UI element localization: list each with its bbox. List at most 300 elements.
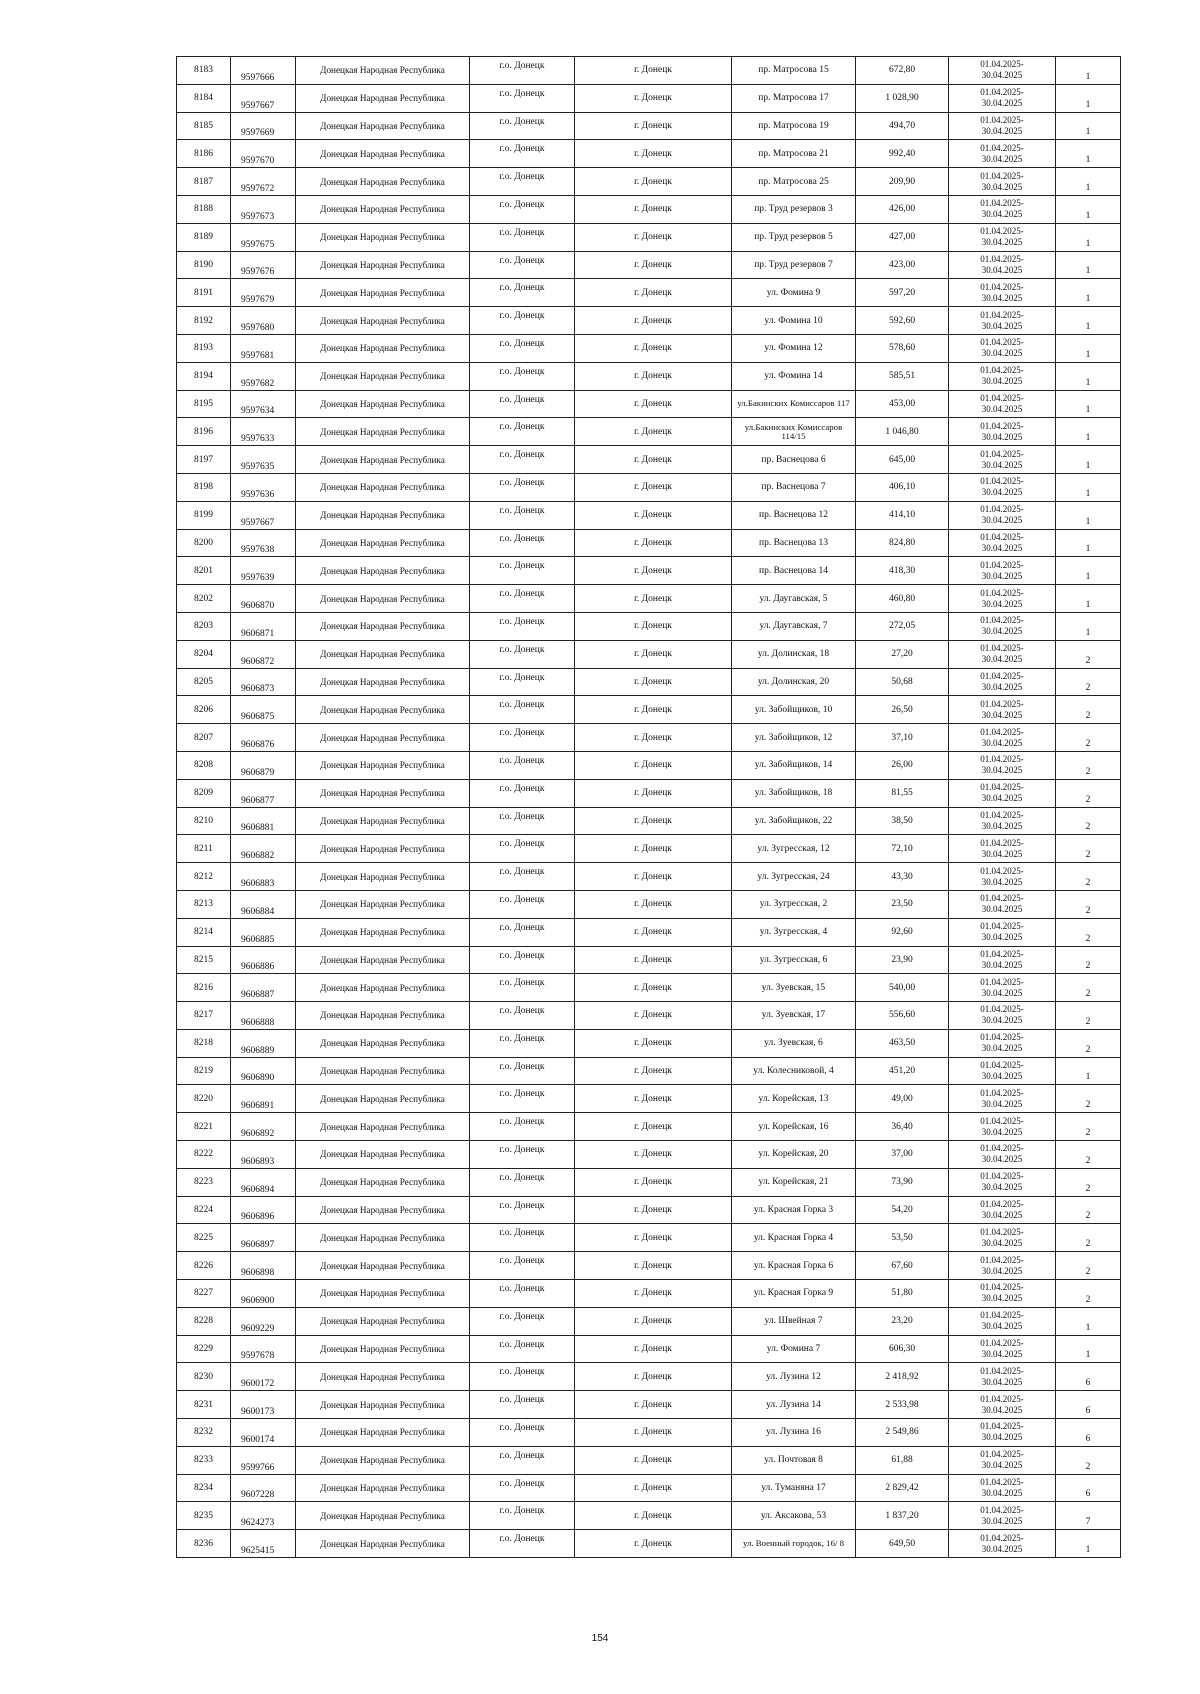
cell-period — [949, 1085, 1056, 1113]
period-end: 30.04.2025 — [981, 542, 1023, 553]
table-row — [177, 1002, 1121, 1030]
cell-object-code: 9606890 — [231, 1057, 296, 1085]
cell-region: Донецкая Народная Республика — [296, 251, 470, 279]
cell-city: г. Донецк — [575, 1168, 732, 1196]
cell-object-code: 9597672 — [231, 168, 296, 196]
cell-region: Донецкая Народная Республика — [296, 390, 470, 418]
cell-area-value: 649,50 — [856, 1530, 949, 1558]
cell-municipal-district: г.о. Донецк — [470, 1252, 575, 1280]
period-end: 30.04.2025 — [981, 125, 1023, 136]
period-end: 30.04.2025 — [981, 1543, 1023, 1554]
period-start: 01.04.2025- — [980, 1004, 1024, 1015]
cell-row-number: 8209 — [177, 779, 231, 807]
period-start: 01.04.2025- — [980, 1338, 1024, 1349]
cell-object-code: 9600172 — [231, 1363, 296, 1391]
cell-area-value: 645,00 — [856, 446, 949, 474]
cell-period — [949, 1391, 1056, 1419]
cell-region: Донецкая Народная Республика — [296, 112, 470, 140]
cell-municipal-district: г.о. Донецк — [470, 168, 575, 196]
cell-area-value: 272,05 — [856, 612, 949, 640]
cell-row-number: 8232 — [177, 1419, 231, 1447]
cell-object-code: 9597639 — [231, 557, 296, 585]
cell-count: 1 — [1056, 279, 1121, 307]
cell-municipal-district: г.о. Донецк — [470, 112, 575, 140]
cell-address: ул.Бакинских Комиссаров 114/15 — [732, 418, 856, 446]
cell-address: ул. Долинская, 20 — [732, 668, 856, 696]
cell-region: Донецкая Народная Республика — [296, 307, 470, 335]
cell-object-code: 9597636 — [231, 473, 296, 501]
cell-row-number: 8190 — [177, 251, 231, 279]
cell-city: г. Донецк — [575, 1530, 732, 1558]
cell-row-number: 8212 — [177, 863, 231, 891]
cell-region: Донецкая Народная Республика — [296, 640, 470, 668]
cell-row-number: 8191 — [177, 279, 231, 307]
cell-period — [949, 473, 1056, 501]
cell-row-number: 8225 — [177, 1224, 231, 1252]
table-row — [177, 1252, 1121, 1280]
cell-address: пр. Васнецова 13 — [732, 529, 856, 557]
period-end: 30.04.2025 — [981, 1376, 1023, 1387]
cell-city: г. Донецк — [575, 57, 732, 85]
cell-area-value: 592,60 — [856, 307, 949, 335]
period-start: 01.04.2025- — [980, 1504, 1024, 1515]
cell-count: 2 — [1056, 1252, 1121, 1280]
page-number: 154 — [591, 1633, 609, 1644]
cell-city: г. Донецк — [575, 334, 732, 362]
cell-region: Донецкая Народная Республика — [296, 1141, 470, 1169]
cell-area-value: 585,51 — [856, 362, 949, 390]
period-end: 30.04.2025 — [981, 598, 1023, 609]
cell-object-code: 9597682 — [231, 362, 296, 390]
period-end: 30.04.2025 — [981, 376, 1023, 387]
cell-municipal-district: г.о. Донецк — [470, 1419, 575, 1447]
cell-municipal-district: г.о. Донецк — [470, 140, 575, 168]
cell-period — [949, 1446, 1056, 1474]
cell-object-code: 9597633 — [231, 418, 296, 446]
cell-row-number: 8205 — [177, 668, 231, 696]
cell-area-value: 73,90 — [856, 1168, 949, 1196]
table-row — [177, 1085, 1121, 1113]
cell-municipal-district: г.о. Донецк — [470, 1502, 575, 1530]
cell-period — [949, 1530, 1056, 1558]
cell-address: ул. Красная Горка 6 — [732, 1252, 856, 1280]
cell-region: Донецкая Народная Республика — [296, 418, 470, 446]
period-end: 30.04.2025 — [981, 765, 1023, 776]
period-end: 30.04.2025 — [981, 1349, 1023, 1360]
cell-municipal-district: г.о. Донецк — [470, 57, 575, 85]
cell-row-number: 8197 — [177, 446, 231, 474]
cell-municipal-district: г.о. Донецк — [470, 1085, 575, 1113]
cell-period — [949, 334, 1056, 362]
cell-area-value: 494,70 — [856, 112, 949, 140]
cell-area-value: 53,50 — [856, 1224, 949, 1252]
cell-row-number: 8230 — [177, 1363, 231, 1391]
cell-object-code: 9606884 — [231, 890, 296, 918]
cell-city: г. Донецк — [575, 863, 732, 891]
cell-row-number: 8218 — [177, 1029, 231, 1057]
cell-municipal-district: г.о. Донецк — [470, 390, 575, 418]
period-end: 30.04.2025 — [981, 848, 1023, 859]
cell-city: г. Донецк — [575, 223, 732, 251]
table-row — [177, 1280, 1121, 1308]
period-start: 01.04.2025- — [980, 587, 1024, 598]
table-row — [177, 1419, 1121, 1447]
cell-region: Донецкая Народная Республика — [296, 946, 470, 974]
cell-period — [949, 779, 1056, 807]
cell-area-value: 72,10 — [856, 835, 949, 863]
cell-address: ул. Фомина 14 — [732, 362, 856, 390]
cell-count: 2 — [1056, 890, 1121, 918]
period-start: 01.04.2025- — [980, 1282, 1024, 1293]
cell-object-code: 9597670 — [231, 140, 296, 168]
cell-period — [949, 612, 1056, 640]
period-start: 01.04.2025- — [980, 1115, 1024, 1126]
cell-count: 2 — [1056, 668, 1121, 696]
cell-address: ул. Лузина 16 — [732, 1419, 856, 1447]
cell-period — [949, 807, 1056, 835]
cell-row-number: 8211 — [177, 835, 231, 863]
cell-municipal-district: г.о. Донецк — [470, 1446, 575, 1474]
cell-municipal-district: г.о. Донецк — [470, 1363, 575, 1391]
cell-count: 1 — [1056, 195, 1121, 223]
period-end: 30.04.2025 — [981, 209, 1023, 220]
cell-municipal-district: г.о. Донецк — [470, 223, 575, 251]
cell-area-value: 453,00 — [856, 390, 949, 418]
cell-address: ул. Красная Горка 3 — [732, 1196, 856, 1224]
period-end: 30.04.2025 — [981, 1404, 1023, 1415]
table-row — [177, 557, 1121, 585]
cell-municipal-district: г.о. Донецк — [470, 501, 575, 529]
cell-city: г. Донецк — [575, 1391, 732, 1419]
cell-municipal-district: г.о. Донецк — [470, 279, 575, 307]
cell-area-value: 418,30 — [856, 557, 949, 585]
cell-address: ул. Долинская, 18 — [732, 640, 856, 668]
cell-municipal-district: г.о. Донецк — [470, 1141, 575, 1169]
cell-object-code: 9606896 — [231, 1196, 296, 1224]
cell-region: Донецкая Народная Республика — [296, 1474, 470, 1502]
cell-period — [949, 501, 1056, 529]
cell-row-number: 8203 — [177, 612, 231, 640]
cell-count: 2 — [1056, 863, 1121, 891]
cell-object-code: 9606893 — [231, 1141, 296, 1169]
cell-region: Донецкая Народная Республика — [296, 890, 470, 918]
cell-city: г. Донецк — [575, 1335, 732, 1363]
cell-area-value: 27,20 — [856, 640, 949, 668]
period-end: 30.04.2025 — [981, 1237, 1023, 1248]
cell-count: 2 — [1056, 1280, 1121, 1308]
cell-area-value: 1 837,20 — [856, 1502, 949, 1530]
period-start: 01.04.2025- — [980, 1477, 1024, 1488]
cell-count: 1 — [1056, 612, 1121, 640]
period-start: 01.04.2025- — [980, 1254, 1024, 1265]
cell-object-code: 9597676 — [231, 251, 296, 279]
cell-count: 1 — [1056, 57, 1121, 85]
cell-city: г. Донецк — [575, 473, 732, 501]
cell-address: пр. Васнецова 6 — [732, 446, 856, 474]
table-row — [177, 1363, 1121, 1391]
cell-region: Донецкая Народная Республика — [296, 557, 470, 585]
cell-municipal-district: г.о. Донецк — [470, 918, 575, 946]
cell-region: Донецкая Народная Республика — [296, 585, 470, 613]
cell-address: ул. Зугресская, 24 — [732, 863, 856, 891]
cell-area-value: 606,30 — [856, 1335, 949, 1363]
period-end: 30.04.2025 — [981, 1515, 1023, 1526]
cell-row-number: 8185 — [177, 112, 231, 140]
period-end: 30.04.2025 — [981, 1154, 1023, 1165]
cell-address: ул. Зугресская, 2 — [732, 890, 856, 918]
period-start: 01.04.2025- — [980, 59, 1024, 70]
table-row — [177, 1446, 1121, 1474]
cell-address: ул. Фомина 7 — [732, 1335, 856, 1363]
cell-city: г. Донецк — [575, 696, 732, 724]
cell-count: 2 — [1056, 1002, 1121, 1030]
cell-count: 1 — [1056, 473, 1121, 501]
cell-count: 1 — [1056, 418, 1121, 446]
cell-object-code: 9606888 — [231, 1002, 296, 1030]
cell-period — [949, 1141, 1056, 1169]
cell-period — [949, 668, 1056, 696]
cell-region: Донецкая Народная Республика — [296, 223, 470, 251]
period-start: 01.04.2025- — [980, 1032, 1024, 1043]
cell-period — [949, 1252, 1056, 1280]
period-end: 30.04.2025 — [981, 1432, 1023, 1443]
cell-period — [949, 835, 1056, 863]
cell-city: г. Донецк — [575, 446, 732, 474]
cell-count: 1 — [1056, 362, 1121, 390]
cell-count: 2 — [1056, 1029, 1121, 1057]
cell-region: Донецкая Народная Республика — [296, 1446, 470, 1474]
period-start: 01.04.2025- — [980, 1310, 1024, 1321]
cell-region: Донецкая Народная Республика — [296, 1168, 470, 1196]
cell-object-code: 9606889 — [231, 1029, 296, 1057]
cell-address: ул. Корейская, 20 — [732, 1141, 856, 1169]
period-end: 30.04.2025 — [981, 654, 1023, 665]
cell-municipal-district: г.о. Донецк — [470, 529, 575, 557]
period-end: 30.04.2025 — [981, 626, 1023, 637]
cell-city: г. Донецк — [575, 84, 732, 112]
cell-object-code: 9606881 — [231, 807, 296, 835]
cell-address: ул. Зугресская, 6 — [732, 946, 856, 974]
cell-row-number: 8199 — [177, 501, 231, 529]
cell-city: г. Донецк — [575, 1029, 732, 1057]
cell-city: г. Донецк — [575, 1085, 732, 1113]
cell-object-code: 9606898 — [231, 1252, 296, 1280]
period-end: 30.04.2025 — [981, 264, 1023, 275]
cell-city: г. Донецк — [575, 1502, 732, 1530]
cell-region: Донецкая Народная Республика — [296, 1252, 470, 1280]
period-end: 30.04.2025 — [981, 987, 1023, 998]
cell-city: г. Донецк — [575, 362, 732, 390]
cell-count: 2 — [1056, 640, 1121, 668]
cell-period — [949, 974, 1056, 1002]
period-end: 30.04.2025 — [981, 737, 1023, 748]
cell-period — [949, 418, 1056, 446]
cell-municipal-district: г.о. Донецк — [470, 890, 575, 918]
cell-address: ул. Зугресская, 4 — [732, 918, 856, 946]
cell-address: пр. Васнецова 7 — [732, 473, 856, 501]
cell-municipal-district: г.о. Донецк — [470, 1530, 575, 1558]
table-row — [177, 696, 1121, 724]
cell-area-value: 54,20 — [856, 1196, 949, 1224]
cell-municipal-district: г.о. Донецк — [470, 668, 575, 696]
table-row — [177, 807, 1121, 835]
period-start: 01.04.2025- — [980, 309, 1024, 320]
cell-municipal-district: г.о. Донецк — [470, 585, 575, 613]
cell-address: ул. Фомина 10 — [732, 307, 856, 335]
period-end: 30.04.2025 — [981, 292, 1023, 303]
cell-region: Донецкая Народная Республика — [296, 974, 470, 1002]
cell-address: ул. Фомина 9 — [732, 279, 856, 307]
cell-city: г. Донецк — [575, 195, 732, 223]
cell-address: ул. Лузина 12 — [732, 1363, 856, 1391]
cell-area-value: 67,60 — [856, 1252, 949, 1280]
table-row — [177, 529, 1121, 557]
cell-region: Донецкая Народная Республика — [296, 1057, 470, 1085]
table-row — [177, 501, 1121, 529]
cell-object-code: 9597667 — [231, 84, 296, 112]
period-start: 01.04.2025- — [980, 1060, 1024, 1071]
cell-object-code: 9606892 — [231, 1113, 296, 1141]
cell-area-value: 23,90 — [856, 946, 949, 974]
cell-row-number: 8226 — [177, 1252, 231, 1280]
cell-area-value: 49,00 — [856, 1085, 949, 1113]
cell-region: Донецкая Народная Республика — [296, 779, 470, 807]
cell-address: пр. Матросова 19 — [732, 112, 856, 140]
cell-city: г. Донецк — [575, 779, 732, 807]
cell-row-number: 8195 — [177, 390, 231, 418]
period-start: 01.04.2025- — [980, 226, 1024, 237]
cell-area-value: 37,00 — [856, 1141, 949, 1169]
cell-municipal-district: г.о. Донецк — [470, 1307, 575, 1335]
cell-address: ул. Даугавская, 7 — [732, 612, 856, 640]
period-start: 01.04.2025- — [980, 948, 1024, 959]
cell-region: Донецкая Народная Республика — [296, 1363, 470, 1391]
cell-row-number: 8210 — [177, 807, 231, 835]
table-row — [177, 112, 1121, 140]
period-end: 30.04.2025 — [981, 1182, 1023, 1193]
cell-count: 1 — [1056, 529, 1121, 557]
cell-period — [949, 1335, 1056, 1363]
cell-object-code: 9606885 — [231, 918, 296, 946]
cell-municipal-district: г.о. Донецк — [470, 751, 575, 779]
cell-period — [949, 1474, 1056, 1502]
cell-city: г. Донецк — [575, 668, 732, 696]
cell-period — [949, 751, 1056, 779]
period-start: 01.04.2025- — [980, 531, 1024, 542]
period-end: 30.04.2025 — [981, 487, 1023, 498]
cell-object-code: 9606887 — [231, 974, 296, 1002]
cell-object-code: 9606882 — [231, 835, 296, 863]
cell-row-number: 8236 — [177, 1530, 231, 1558]
cell-region: Донецкая Народная Республика — [296, 1391, 470, 1419]
cell-region: Донецкая Народная Республика — [296, 807, 470, 835]
cell-city: г. Донецк — [575, 612, 732, 640]
cell-address: пр. Васнецова 14 — [732, 557, 856, 585]
period-end: 30.04.2025 — [981, 70, 1023, 81]
cell-area-value: 406,10 — [856, 473, 949, 501]
table-row — [177, 1113, 1121, 1141]
cell-municipal-district: г.о. Донецк — [470, 334, 575, 362]
cell-area-value: 824,80 — [856, 529, 949, 557]
cell-area-value: 992,40 — [856, 140, 949, 168]
cell-area-value: 26,50 — [856, 696, 949, 724]
cell-row-number: 8198 — [177, 473, 231, 501]
cell-address: пр. Матросова 25 — [732, 168, 856, 196]
cell-area-value: 2 533,98 — [856, 1391, 949, 1419]
table-row — [177, 362, 1121, 390]
period-start: 01.04.2025- — [980, 1226, 1024, 1237]
cell-area-value: 36,40 — [856, 1113, 949, 1141]
cell-row-number: 8223 — [177, 1168, 231, 1196]
period-start: 01.04.2025- — [980, 253, 1024, 264]
cell-row-number: 8183 — [177, 57, 231, 85]
cell-address: ул. Почтовая 8 — [732, 1446, 856, 1474]
cell-row-number: 8220 — [177, 1085, 231, 1113]
cell-row-number: 8234 — [177, 1474, 231, 1502]
cell-row-number: 8202 — [177, 585, 231, 613]
cell-municipal-district: г.о. Донецк — [470, 835, 575, 863]
cell-area-value: 1 028,90 — [856, 84, 949, 112]
cell-row-number: 8227 — [177, 1280, 231, 1308]
table-row — [177, 640, 1121, 668]
period-start: 01.04.2025- — [980, 170, 1024, 181]
cell-municipal-district: г.о. Донецк — [470, 557, 575, 585]
cell-object-code: 9600174 — [231, 1419, 296, 1447]
cell-count: 2 — [1056, 1085, 1121, 1113]
cell-object-code: 9606886 — [231, 946, 296, 974]
period-end: 30.04.2025 — [981, 1321, 1023, 1332]
cell-region: Донецкая Народная Республика — [296, 84, 470, 112]
cell-region: Донецкая Народная Республика — [296, 863, 470, 891]
cell-city: г. Донецк — [575, 974, 732, 1002]
cell-period — [949, 1196, 1056, 1224]
table-row — [177, 612, 1121, 640]
cell-count: 2 — [1056, 1141, 1121, 1169]
cell-address: ул. Даугавская, 5 — [732, 585, 856, 613]
period-end: 30.04.2025 — [981, 1460, 1023, 1471]
cell-city: г. Донецк — [575, 1002, 732, 1030]
period-start: 01.04.2025- — [980, 1449, 1024, 1460]
cell-object-code: 9599766 — [231, 1446, 296, 1474]
cell-count: 2 — [1056, 835, 1121, 863]
cell-object-code: 9609229 — [231, 1307, 296, 1335]
cell-address: ул. Фомина 12 — [732, 334, 856, 362]
cell-row-number: 8206 — [177, 696, 231, 724]
cell-period — [949, 1168, 1056, 1196]
period-end: 30.04.2025 — [981, 1071, 1023, 1082]
cell-region: Донецкая Народная Республика — [296, 334, 470, 362]
cell-municipal-district: г.о. Донецк — [470, 1168, 575, 1196]
cell-region: Донецкая Народная Республика — [296, 529, 470, 557]
cell-row-number: 8213 — [177, 890, 231, 918]
period-end: 30.04.2025 — [981, 876, 1023, 887]
period-end: 30.04.2025 — [981, 820, 1023, 831]
cell-count: 1 — [1056, 168, 1121, 196]
table-row — [177, 668, 1121, 696]
cell-area-value: 672,80 — [856, 57, 949, 85]
cell-object-code: 9606873 — [231, 668, 296, 696]
cell-period — [949, 195, 1056, 223]
cell-area-value: 26,00 — [856, 751, 949, 779]
period-start: 01.04.2025- — [980, 198, 1024, 209]
cell-period — [949, 890, 1056, 918]
period-end: 30.04.2025 — [981, 431, 1023, 442]
cell-region: Донецкая Народная Республика — [296, 1002, 470, 1030]
cell-region: Донецкая Народная Республика — [296, 1029, 470, 1057]
cell-address: ул. Военный городок, 16/ 8 — [732, 1530, 856, 1558]
cell-object-code: 9597678 — [231, 1335, 296, 1363]
cell-period — [949, 446, 1056, 474]
